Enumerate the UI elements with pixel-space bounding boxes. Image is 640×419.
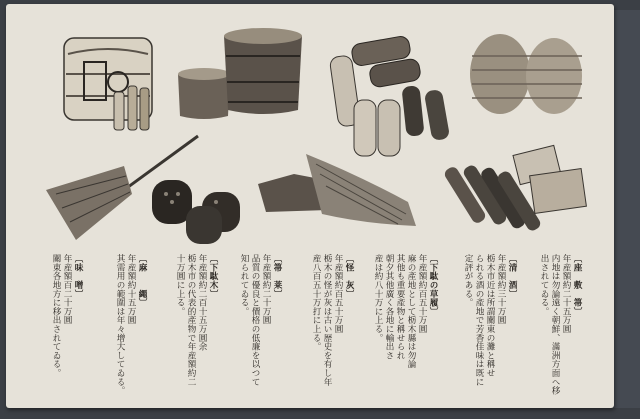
caption-sake [462,254,517,386]
caption-zashiki-hoki-heading: 〔座 敷 箒〕 [572,254,582,316]
bundles-and-boxes-photo [443,145,587,232]
sake-barrel-photo [64,38,152,130]
caption-geta-text: 年産額約二百十五万圓余 栃木市の代表的產物で年産額約二 十万圓に上る。 [175,254,207,386]
caption-hoki-text: 年産額約二十万圓 品質の優良と價格の低廉を以つて 知られてゐる。 [239,254,271,386]
geta-sandals-photo [329,35,450,156]
table-background [612,10,640,408]
caption-asanawa-text: 年産額約百五十万圓 麻の產地として栃木縣は勿論 其他も重要產物と稱せられ 朝夕其他廣く各地に輸出さ 産は約八十万に上る。 [373,254,427,369]
caption-hemp-text: 年産額約十五万圓 其需用の範圍は年々增大してゐる。 [115,254,136,395]
hemp-rope-photo [470,34,582,114]
caption-hoki-heading: 〔箒 莱〕 [272,254,282,298]
caption-sekko-text: 年産額約百五十万圓 栃木の怪が灰は古い歴史を有し年 産八百五十万打に上る。 [311,254,343,386]
caption-sake-text: 年産額約三十万圓 栃木市近は所謂關東の灘と稱せ られる酒の產地で芳香佳味は既に 定評がある。 [463,254,506,386]
caption-asanawa [372,254,438,368]
caption-geta [174,254,218,386]
caption-zashiki-hoki-text: 年産額約二十五万圓 内地は勿論遠く朝鮮、滿洲方面へ移 出されてゐる。 [539,254,571,395]
caption-asanawa-heading: 〔下駄の草履〕 [428,254,438,316]
caption-miso-text: 年産額百二十万圓 關東各地方に移出されてゐる。 [51,254,72,378]
product-photographs [6,4,614,254]
charcoal-photo [152,180,240,244]
caption-hemp [114,254,147,395]
caption-hemp-heading: 〔麻 繩〕 [137,254,147,307]
caption-miso [50,254,83,377]
caption-geta-heading: 〔下駄木〕 [208,254,218,298]
caption-sekko-heading: 〔怪 灰〕 [344,254,354,298]
postcard [6,4,614,408]
wooden-tubs-photo [178,28,302,119]
broomcorn-photo [258,154,416,226]
caption-miso-heading: 〔味 噌〕 [73,254,83,298]
caption-hoki [238,254,282,386]
caption-sake-heading: 〔清 酒〕 [507,254,517,298]
caption-sekko [310,254,354,386]
caption-zashiki-hoki [538,254,582,395]
